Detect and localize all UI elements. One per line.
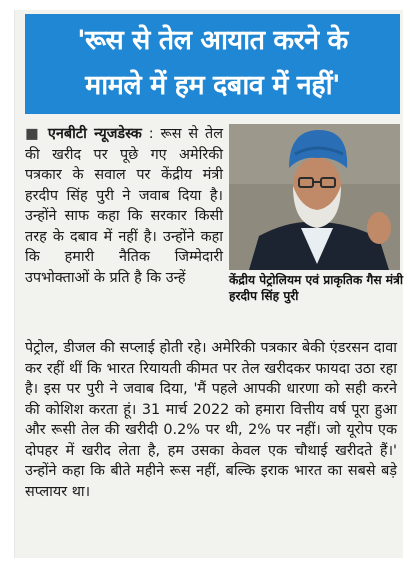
headline-line-1: 'रूस से तेल आयात करने के <box>77 25 348 56</box>
minister-photo <box>229 124 400 270</box>
minister-portrait-illustration <box>229 124 400 270</box>
photo-caption: केंद्रीय पेट्रोलियम एवं प्राकृतिक गैस मंत्री हरदीप सिंह पुरी <box>229 273 403 303</box>
headline <box>25 14 400 114</box>
news-clipping <box>14 10 403 558</box>
byline: एनबीटी न्यूजडेस्क <box>47 126 142 142</box>
dateline-marker: ■ <box>25 126 41 142</box>
headline-line-2: मामले में हम दबाव में नहीं' <box>85 70 340 101</box>
article-continuation: पेट्रोल, डीजल की सप्लाई होती रहे। अमेरिकी पत्रकार बेकी एंडरसन दावा कर रहीं थीं कि भारत रियायती कीमत पर तेल खरीदकर फायदा उठा रहा है। इस पर पुरी ने जवाब दिया, 'मैं पहले आपकी धारणा को सही करने की कोशिश करता हूं। 31 मार्च 2022 को हमारा वित्तीय वर्ष पूरा हुआ और रूसी तेल की खरीदी 0.2% पर थी, 2% पर नहीं। जो यूरोप एक दोपहर में खरीद लेता है, हम उसका केवल एक चौथाई खरीदते हैं।' उन्होंने कहा कि बीते महीने रूस नहीं, बल्कि इराक भारत का सबसे बड़े सप्लायर था। <box>25 340 397 500</box>
article-column-text <box>25 124 223 288</box>
article-lead: : रूस से तेल की खरीद पर पूछे गए अमेरिकी पत्रकार के सवाल पर केंद्रीय मंत्री हरदीप सिंह पुरी ने जवाब दिया है। उन्होंने साफ कहा कि सरकार किसी तरह के दबाव में नहीं है। उन्होंने कहा कि हमारी नैतिक जिम्मेदारी उपभोक्ताओं के प्रति है कि उन्हें <box>25 126 224 286</box>
